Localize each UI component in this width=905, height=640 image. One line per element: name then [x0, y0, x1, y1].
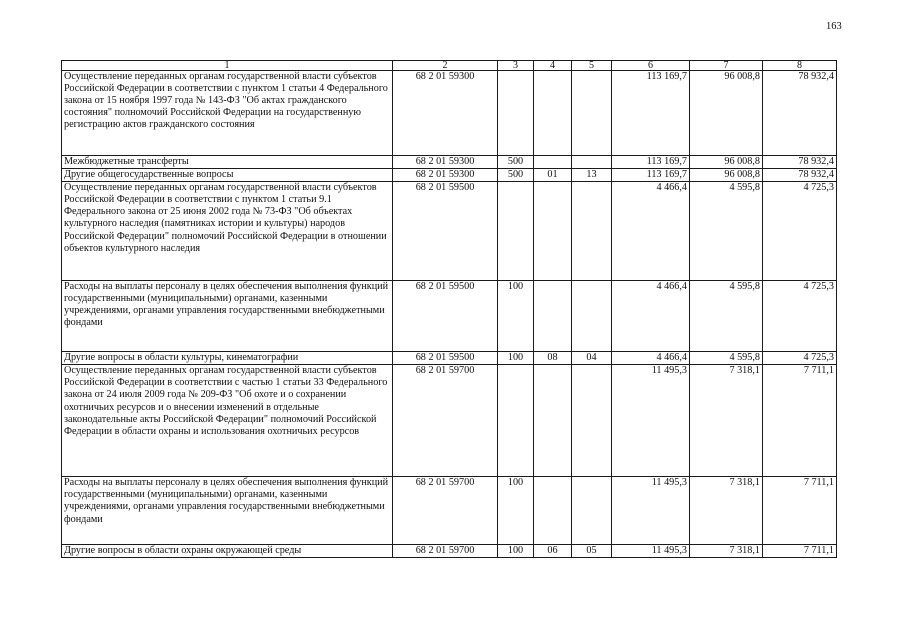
amount-year3-cell: 7 711,1 [763, 545, 837, 558]
subsection-cell [572, 281, 612, 352]
target-article-cell: 68 2 01 59300 [393, 156, 498, 169]
target-article-cell: 68 2 01 59500 [393, 352, 498, 365]
section-cell [534, 156, 572, 169]
expense-type-cell: 100 [498, 477, 534, 545]
amount-year3-cell: 7 711,1 [763, 477, 837, 545]
amount-year3-cell: 78 932,4 [763, 156, 837, 169]
target-article-cell: 68 2 01 59700 [393, 477, 498, 545]
amount-year1-cell: 11 495,3 [612, 365, 690, 477]
header-cell: 1 [62, 61, 393, 71]
subsection-cell [572, 71, 612, 156]
description-cell: Осуществление переданных органам государственной власти субъектов Российской Федерации в соответствии с частью 1 статьи 33 Федерального закона от 24 июля 2009 года № 209-ФЗ "Об охоте и о сохранении охотничьих ресурсов и о внесении изменений в отдельные законодательные акты Российской Федерации" полномочий Российской Федерации в области охраны и использования охотничьих ресурсов [62, 365, 393, 477]
amount-year3-cell: 78 932,4 [763, 71, 837, 156]
description-cell: Осуществление переданных органам государственной власти субъектов Российской Федерации в соответствии с пунктом 1 статьи 9.1 Федерального закона от 25 июня 2002 года № 73-ФЗ "Об объектах культурного наследия (памятниках истории и культуры) народов Российской Федерации" полномочий Российской Федерации в отношении объектов культурного наследия [62, 182, 393, 281]
section-cell [534, 182, 572, 281]
target-article-cell: 68 2 01 59300 [393, 169, 498, 182]
amount-year1-cell: 4 466,4 [612, 281, 690, 352]
target-article-cell: 68 2 01 59700 [393, 545, 498, 558]
description-cell: Межбюджетные трансферты [62, 156, 393, 169]
description-cell: Расходы на выплаты персоналу в целях обеспечения выполнения функций государственными (муниципальными) органами, казенными учреждениями, органами управления государственными внебюджетными фондами [62, 477, 393, 545]
table-row [62, 365, 837, 477]
subsection-cell: 04 [572, 352, 612, 365]
section-cell [534, 71, 572, 156]
subsection-cell [572, 156, 612, 169]
amount-year1-cell: 4 466,4 [612, 352, 690, 365]
description-cell: Осуществление переданных органам государственной власти субъектов Российской Федерации в соответствии с пунктом 1 статьи 4 Федерального закона от 15 ноября 1997 года № 143-ФЗ "Об актах гражданского состояния" полномочий Российской Федерации на государственную регистрацию актов гражданского состояния [62, 71, 393, 156]
expense-type-cell: 500 [498, 169, 534, 182]
expense-type-cell: 500 [498, 156, 534, 169]
amount-year3-cell: 4 725,3 [763, 182, 837, 281]
description-cell: Другие вопросы в области охраны окружающей среды [62, 545, 393, 558]
expense-type-cell: 100 [498, 281, 534, 352]
amount-year3-cell: 4 725,3 [763, 352, 837, 365]
amount-year1-cell: 113 169,7 [612, 156, 690, 169]
amount-year3-cell: 78 932,4 [763, 169, 837, 182]
table-row [62, 71, 837, 156]
header-row [62, 61, 837, 71]
table-row [62, 169, 837, 182]
amount-year1-cell: 11 495,3 [612, 477, 690, 545]
section-cell: 01 [534, 169, 572, 182]
expense-type-cell [498, 71, 534, 156]
amount-year3-cell: 4 725,3 [763, 281, 837, 352]
header-cell: 7 [690, 61, 763, 71]
expense-type-cell: 100 [498, 352, 534, 365]
amount-year2-cell: 96 008,8 [690, 156, 763, 169]
header-cell: 3 [498, 61, 534, 71]
subsection-cell: 13 [572, 169, 612, 182]
budget-table [61, 60, 837, 558]
amount-year2-cell: 7 318,1 [690, 365, 763, 477]
description-cell: Расходы на выплаты персоналу в целях обеспечения выполнения функций государственными (муниципальными) органами, казенными учреждениями, органами управления государственными внебюджетными фондами [62, 281, 393, 352]
target-article-cell: 68 2 01 59500 [393, 281, 498, 352]
target-article-cell: 68 2 01 59500 [393, 182, 498, 281]
table-row [62, 281, 837, 352]
section-cell [534, 281, 572, 352]
subsection-cell [572, 365, 612, 477]
description-cell: Другие общегосударственные вопросы [62, 169, 393, 182]
subsection-cell [572, 477, 612, 545]
amount-year2-cell: 4 595,8 [690, 281, 763, 352]
amount-year2-cell: 96 008,8 [690, 71, 763, 156]
expense-type-cell [498, 182, 534, 281]
expense-type-cell [498, 365, 534, 477]
amount-year2-cell: 4 595,8 [690, 352, 763, 365]
amount-year2-cell: 7 318,1 [690, 477, 763, 545]
header-cell: 5 [572, 61, 612, 71]
table-row [62, 477, 837, 545]
table-row [62, 182, 837, 281]
amount-year2-cell: 96 008,8 [690, 169, 763, 182]
subsection-cell [572, 182, 612, 281]
section-cell: 08 [534, 352, 572, 365]
expense-type-cell: 100 [498, 545, 534, 558]
description-cell: Другие вопросы в области культуры, кинематографии [62, 352, 393, 365]
table-row [62, 545, 837, 558]
amount-year3-cell: 7 711,1 [763, 365, 837, 477]
page-number: 163 [826, 21, 842, 32]
table-row [62, 156, 837, 169]
header-cell: 4 [534, 61, 572, 71]
header-cell: 6 [612, 61, 690, 71]
section-cell [534, 477, 572, 545]
header-cell: 8 [763, 61, 837, 71]
section-cell: 06 [534, 545, 572, 558]
amount-year1-cell: 113 169,7 [612, 71, 690, 156]
amount-year1-cell: 113 169,7 [612, 169, 690, 182]
section-cell [534, 365, 572, 477]
amount-year2-cell: 7 318,1 [690, 545, 763, 558]
target-article-cell: 68 2 01 59300 [393, 71, 498, 156]
header-cell: 2 [393, 61, 498, 71]
amount-year1-cell: 4 466,4 [612, 182, 690, 281]
amount-year2-cell: 4 595,8 [690, 182, 763, 281]
subsection-cell: 05 [572, 545, 612, 558]
table-row [62, 352, 837, 365]
amount-year1-cell: 11 495,3 [612, 545, 690, 558]
target-article-cell: 68 2 01 59700 [393, 365, 498, 477]
